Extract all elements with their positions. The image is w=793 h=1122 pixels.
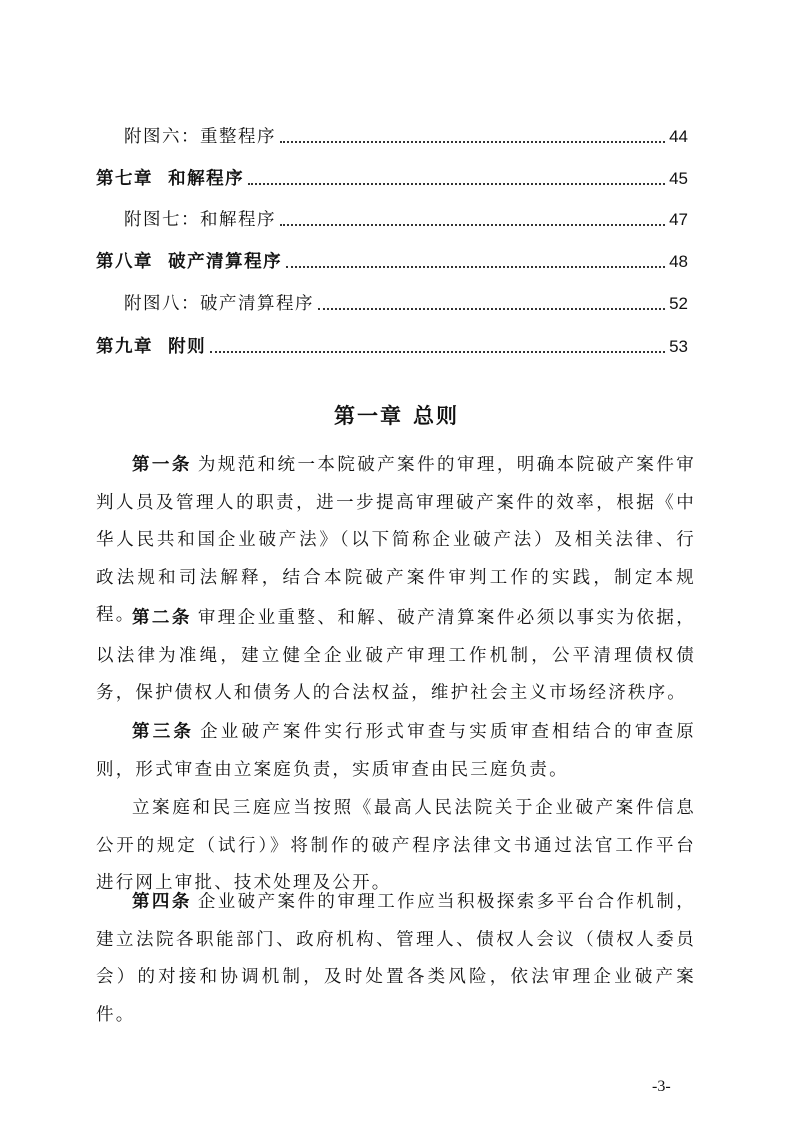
toc-leader-dots — [210, 350, 665, 353]
article-text: 立案庭和民三庭应当按照《最高人民法院关于企业破产案件信息公开的规定（试行）》将制作的破产程序法律文书通过法官工作平台进行网上审批、技术处理及公开。 — [96, 798, 696, 893]
toc-entry[interactable] — [124, 207, 688, 233]
toc-entry-label: 附图八：破产清算程序 — [124, 294, 314, 314]
article-text: 企业破产案件实行形式审查与实质审查相结合的审查原则，形式审查由立案庭负责，实质审查由民三庭负责。 — [96, 722, 696, 780]
article-number: 第三条 — [132, 722, 195, 742]
toc-entry-label: 第七章 和解程序 — [96, 169, 245, 189]
article-number: 第二条 — [132, 608, 192, 628]
toc-entry-page: 44 — [669, 127, 688, 146]
toc-leader-dots — [248, 182, 665, 185]
chapter-number: 第一章 — [334, 403, 403, 428]
toc-entry-page: 48 — [669, 252, 688, 271]
article-text: 企业破产案件的审理工作应当积极探索多平台合作机制，建立法院各职能部门、政府机构、管理人、债权人会议（债权人委员会）的对接和协调机制，及时处置各类风险，依法审理企业破产案件。 — [96, 892, 696, 1025]
chapter-title: 总则 — [413, 403, 459, 428]
toc-entry[interactable] — [124, 124, 688, 150]
article-number: 第一条 — [132, 455, 192, 475]
toc-entry[interactable] — [96, 249, 688, 275]
toc-leader-dots — [280, 223, 665, 226]
toc-entry-label: 附图六：重整程序 — [124, 127, 276, 147]
article-paragraph — [96, 714, 696, 789]
toc-entry[interactable] — [96, 166, 688, 192]
toc-entry-page: 45 — [669, 169, 688, 188]
article-number: 第四条 — [132, 892, 192, 912]
article-text: 审理企业重整、和解、破产清算案件必须以事实为依据，以法律为准绳，建立健全企业破产审理工作机制，公平清理债权债务，保护债权人和债务人的合法权益，维护社会主义市场经济秩序。 — [96, 608, 696, 703]
toc-entry-label: 附图七：和解程序 — [124, 210, 276, 230]
page-number: -3- — [652, 1078, 671, 1095]
article-paragraph — [96, 600, 696, 713]
article-paragraph — [96, 884, 696, 1034]
toc-entry-page: 53 — [669, 337, 688, 356]
toc-entry-label: 第九章 附则 — [96, 337, 207, 357]
article-text: 为规范和统一本院破产案件的审理，明确本院破产案件审判人员及管理人的职责，进一步提高审理破产案件的效率，根据《中华人民共和国企业破产法》（以下简称企业破产法）及相关法律、行政法规和司法解释，结合本院破产案件审判工作的实践，制定本规程。 — [96, 455, 696, 625]
toc-entry-page: 47 — [669, 210, 688, 229]
toc-leader-dots — [286, 265, 665, 268]
chapter-heading — [0, 400, 793, 430]
toc-entry-page: 52 — [669, 294, 688, 313]
toc-entry[interactable] — [96, 334, 688, 360]
toc-entry-label: 第八章 破产清算程序 — [96, 252, 283, 272]
toc-leader-dots — [280, 140, 665, 143]
toc-entry[interactable] — [124, 291, 688, 317]
toc-leader-dots — [318, 307, 665, 310]
